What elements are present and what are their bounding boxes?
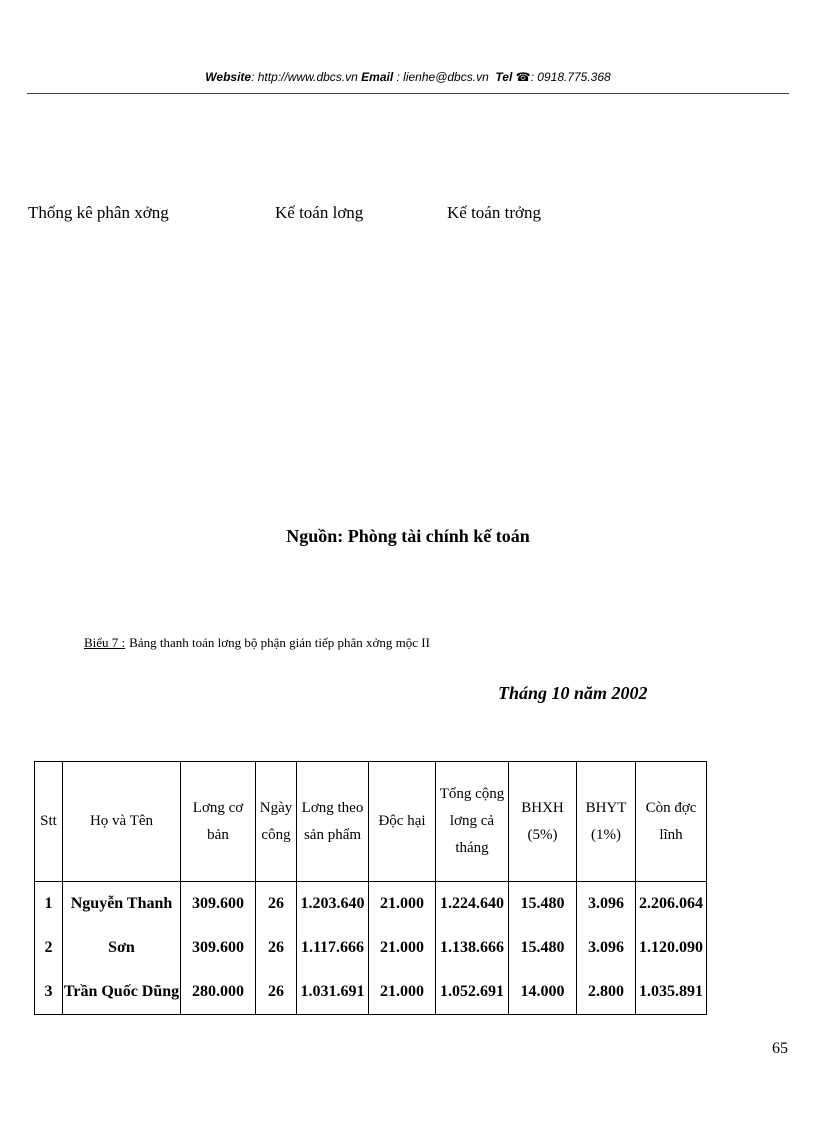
header-bhxh: BHXH (5%) — [509, 762, 577, 882]
table-header-row — [35, 762, 707, 882]
page-number: 65 — [772, 1040, 788, 1057]
cell-total: 1.138.666 — [436, 926, 509, 970]
cell-total: 1.224.640 — [436, 882, 509, 927]
payroll-table — [34, 761, 707, 1015]
header-work-days: Ngày công — [256, 762, 297, 882]
table-row — [35, 970, 707, 1015]
table-row — [35, 926, 707, 970]
signature-chief-accountant: Kế toán trởng — [447, 203, 541, 222]
cell-net: 2.206.064 — [636, 882, 707, 927]
tel-label: Tel — [495, 70, 513, 84]
cell-total: 1.052.691 — [436, 970, 509, 1015]
source-note: Nguồn: Phòng tài chính kế toán — [286, 526, 530, 546]
cell-name: Sơn — [63, 926, 181, 970]
tel-value: : 0918.775.368 — [530, 70, 611, 84]
cell-days: 26 — [256, 882, 297, 927]
cell-bhxh: 15.480 — [509, 882, 577, 927]
cell-hazard: 21.000 — [369, 970, 436, 1015]
cell-product: 1.117.666 — [297, 926, 369, 970]
page-header — [0, 70, 816, 84]
table-caption — [84, 635, 430, 651]
cell-stt: 1 — [35, 882, 63, 927]
cell-net: 1.035.891 — [636, 970, 707, 1015]
header-product-salary: Lơng theo sản phẩm — [297, 762, 369, 882]
cell-stt: 2 — [35, 926, 63, 970]
caption-label: Biểu 7 : — [84, 635, 126, 650]
cell-hazard: 21.000 — [369, 882, 436, 927]
cell-bhyt: 3.096 — [577, 926, 636, 970]
report-date: Tháng 10 năm 2002 — [498, 683, 648, 703]
cell-net: 1.120.090 — [636, 926, 707, 970]
cell-hazard: 21.000 — [369, 926, 436, 970]
signature-statistician: Thống kê phân xởng — [28, 203, 169, 222]
cell-name: Nguyễn Thanh — [63, 882, 181, 927]
email-label: Email — [361, 70, 394, 84]
cell-bhyt: 3.096 — [577, 882, 636, 927]
header-stt: Stt — [35, 762, 63, 882]
cell-basic: 280.000 — [181, 970, 256, 1015]
cell-basic: 309.600 — [181, 882, 256, 927]
cell-bhxh: 14.000 — [509, 970, 577, 1015]
table-row — [35, 882, 707, 927]
cell-days: 26 — [256, 970, 297, 1015]
email-value: : lienhe@dbcs.vn — [393, 70, 489, 84]
header-divider — [27, 93, 789, 94]
website-value: : http://www.dbcs.vn — [251, 70, 358, 84]
cell-bhxh: 15.480 — [509, 926, 577, 970]
website-label: Website — [205, 70, 252, 84]
caption-text: Bảng thanh toán lơng bộ phận gián tiếp phân xởng mộc II — [129, 635, 430, 650]
phone-icon: ☎ — [515, 70, 531, 84]
header-name: Họ và Tên — [63, 762, 181, 882]
signature-payroll-accountant: Kế toán lơng — [275, 203, 364, 222]
cell-name: Trần Quốc Dũng — [63, 970, 181, 1015]
header-hazard: Độc hại — [369, 762, 436, 882]
header-basic-salary: Lơng cơ bản — [181, 762, 256, 882]
cell-basic: 309.600 — [181, 926, 256, 970]
header-bhyt: BHYT (1%) — [577, 762, 636, 882]
header-total: Tổng cộng lơng cả tháng — [436, 762, 509, 882]
cell-stt: 3 — [35, 970, 63, 1015]
cell-bhyt: 2.800 — [577, 970, 636, 1015]
header-net: Còn đợc lĩnh — [636, 762, 707, 882]
cell-product: 1.203.640 — [297, 882, 369, 927]
cell-days: 26 — [256, 926, 297, 970]
cell-product: 1.031.691 — [297, 970, 369, 1015]
